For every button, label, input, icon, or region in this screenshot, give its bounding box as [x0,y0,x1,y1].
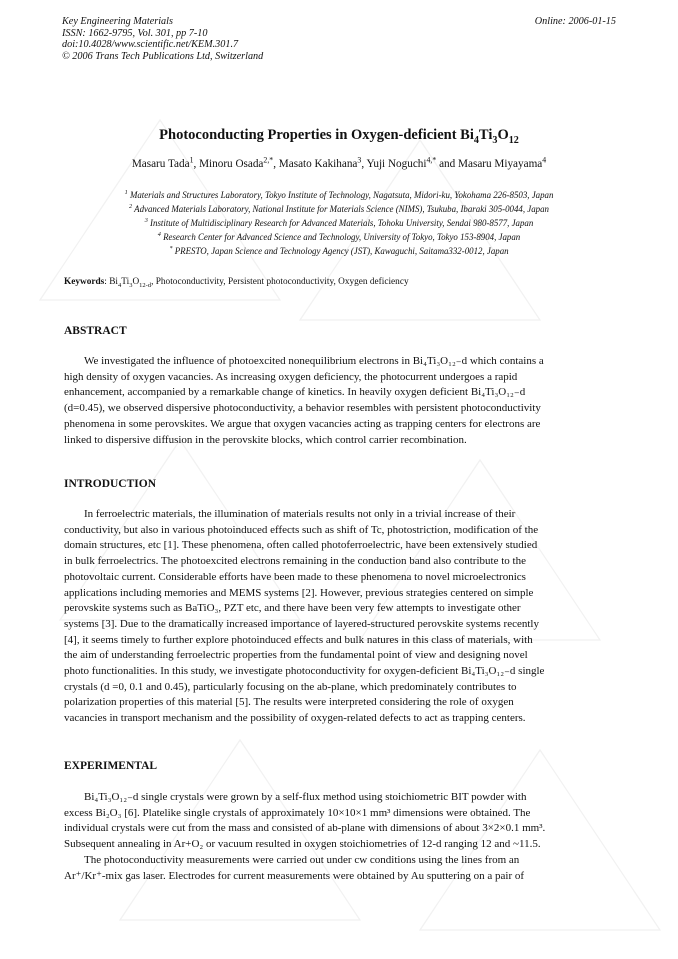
copyright-line: © 2006 Trans Tech Publications Ltd, Switzerland [62,50,264,62]
text-line: domain structures, etc [1]. These phenomena, often called photoferroelectric, have been extensively studied [64,539,538,552]
text-line: applications including memories and MEMS systems [2]. However, previous strategies centered on simple [64,586,534,599]
text-line: Bi₄Ti₃O₁₂₋d single crystals were grown by a self-flux method using stoichiometric BIT powder with [84,791,527,803]
text-line: Ar⁺/Kr⁺-mix gas laser. Electrodes for current measurements were obtained by Au sputtering on a pair of [64,869,525,882]
section-heading-abstract: ABSTRACT [64,325,127,337]
affiliation: $^2$ Advanced Materials Laboratory, National Institute for Materials Science (NIMS), Tsukuba, Ibaraki 305-0044, Japan [129,203,549,214]
affiliation: $^1$ Materials and Structures Laboratory, Tokyo Institute of Technology, Nagatsuta, Midori-ku, Yokohama 226-8503, Japan [124,189,554,200]
text-line: vacancies in transport mechanism and the possibility of oxygen-related defects to act as trapping centers. [64,712,526,725]
text-line: (d=0.45), we observed dispersive photoconductivity, a behavior resembles with persistent photoconductivity [64,402,541,415]
section-heading-introduction: INTRODUCTION [64,478,157,490]
keywords-label: Keywords [64,277,105,287]
text-line: photo functionalities. In this study, we investigate photoconductivity for oxygen-deficient Bi₄Ti₃O₁₂₋d single [64,665,545,678]
text-line: photovoltaic current. Considerable efforts have been made to these phenomena to novel microelectronics [64,570,526,583]
abstract-paragraph [64,354,614,448]
keywords-line: Keywords: $Bi_4Ti_3O_{12-d}$, Photoconductivity, Persistent photoconductivity, Oxygen deficiency [64,277,409,289]
text-line: Subsequent annealing in Ar+O₂ or vacuum resulted in oxygen stoichiometries of 12-d ranging 12 and ~11.5. [64,838,541,851]
text-line: systems [3]. Due to the dramatically increased importance of layered-structured perovskite systems recently [64,617,539,630]
text-line: [4], it seems timely to further explore photoinduced effects and bulk natures in this class of materials, with [64,633,533,646]
text-line: excess Bi₂O₃ [6]. Platelike single crystals of approximately 10×10×1 mm³ dimensions were obtained. The [64,806,531,819]
text-line: phenomena in some perovskites. We argue that oxygen vacancies acting as trapping centers for electrons are [64,417,541,430]
text-line: polarization properties of this material [5]. The results were interpreted considering the role of oxygen [64,696,514,709]
author: Yuji Noguchi [366,158,427,170]
text-line: conductivity, but also in various photoinduced effects such as shift of Tc, photostriction, modification of the [64,523,539,536]
author: Masaru Tada [131,158,190,170]
text-line: The photoconductivity measurements were carried out under cw conditions using the lines from an [84,853,520,866]
paper-title: Photoconducting Properties in Oxygen-deficient $Bi_4Ti_3O_{12}$ [159,127,519,146]
affiliation: $^4$ Research Center for Advanced Science and Technology, University of Tokyo, Tokyo 153-8904, Japan [157,231,521,242]
text-line: in bulk ferroelectrics. The photoexcited electrons remaining in the conduction band also contribute to the [64,555,526,568]
journal-name: Key Engineering Materials [62,16,173,27]
author: Masato Kakihana [278,158,358,170]
section-heading-experimental: EXPERIMENTAL [64,760,158,772]
introduction-paragraph [64,507,614,727]
text-line: enhancement, accompanied by a remarkable change of kinetics. In heavily oxygen deficient Bi₄Ti₃O₁₂₋d [64,386,526,399]
text-line: linked to dispersive diffusion in the perovskite blocks, which control carrier recombination. [64,433,467,446]
affiliation: * PRESTO, Japan Science and Technology Agency (JST), Kawaguchi, Saitama332-0012, Japan [169,245,509,256]
text-line: crystals (d =0, 0.1 and 0.45), particularly focusing on the ab-plane, which predominately contributes to [64,680,517,693]
affiliation: $^3$ Institute of Multidisciplinary Research for Advanced Materials, Tohoku University, Sendai 980-8577, Japan [144,217,534,228]
experimental-paragraph [64,790,614,884]
doi-line: doi:10.4028/www.scientific.net/KEM.301.7 [62,39,239,51]
text-line: In ferroelectric materials, the illumination of materials results not only in a trivial increase of their [84,508,516,520]
author: Minoru Osada [199,158,264,170]
text-line: We investigated the influence of photoexcited nonequilibrium electrons in Bi₄Ti₃O₁₂₋d which contains a [84,355,544,367]
affiliation-list [0,188,678,258]
text-line: high density of oxygen vacancies. As increasing oxygen deficiency, the photocurrent undergoes a rapid [64,370,518,383]
online-date: Online: 2006-01-15 [534,16,616,27]
author: Masaru Miyayama [458,158,543,170]
journal-header [62,16,263,62]
issn-line: ISSN: 1662-9795, Vol. 301, pp 7-10 [62,27,208,39]
text-line: the aim of understanding ferroelectric properties from the fundamental point of view and designing novel [64,649,528,662]
text-line: perovskite systems such as BaTiO₃, PZT etc, and there have been very few attempts to investigate other [64,602,521,615]
author-list: Masaru Tada$^1$, Minoru Osada$^{2,*}$, Masato Kakihana$^3$, Yuji Noguchi$^{4,*}$ and Masaru Miyayama$^4$ [131,155,547,170]
text-line: individual crystals were cut from the mass and consisted of ab-plane with dimensions of about 3×2×0.1 mm³. [64,822,546,835]
